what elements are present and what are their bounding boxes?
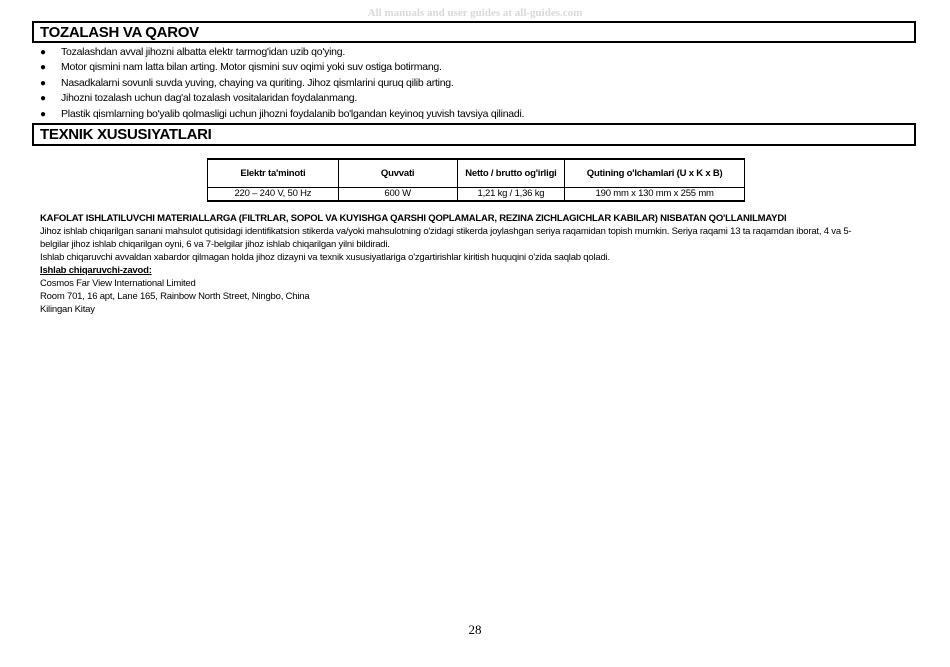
list-item: ● Nasadkalarni sovunli suvda yuving, chaying va quriting. Jihoz qismlarini quruq qilib arting.: [36, 76, 524, 91]
list-item: ● Jihozni tozalash uchun dag'al tozalash vositalaridan foydalanmang.: [36, 91, 524, 106]
manufacturer-name: Cosmos Far View International Limited: [40, 278, 196, 289]
section-title-care: TOZALASH VA QAROV: [32, 21, 916, 43]
value-power: 600 W: [338, 188, 457, 202]
care-instructions-list: [36, 45, 524, 122]
warranty-text-line: Jihoz ishlab chiqarilgan sanani mahsulot qutisidagi identifikatsion stikerda va/yoki mahsulotning o'zidagi stikerda joylashgan seriya raqamidan topish mumkin. Seriya raqami 13 ta raqamdan iborat, 4 va 5-: [40, 226, 852, 237]
watermark: All manuals and user guides at all-guides.com: [367, 7, 583, 19]
manufacturer-label: Ishlab chiqaruvchi-zavod:: [40, 265, 152, 276]
bullet-icon: ●: [40, 47, 46, 58]
list-item: ● Tozalashdan avval jihozni albatta elektr tarmog'idan uzib qo'ying.: [36, 45, 524, 60]
bullet-icon: ●: [40, 77, 46, 89]
bullet-icon: ●: [40, 93, 46, 105]
specs-table: [207, 158, 745, 202]
list-item: ● Plastik qismlarning bo'yalib qolmasligi uchun jihozni foydalanib bo'lgandan keyinoq yuvish tavsiya qilinadi.: [36, 107, 524, 122]
value-box-dimensions: 190 mm x 130 mm x 255 mm: [565, 188, 745, 202]
list-item: ● Motor qismini nam latta bilan arting. Motor qismini suv oqimi yoki suv ostiga botirmang.: [36, 60, 524, 75]
country-of-origin: Kilingan Kitay: [40, 304, 95, 315]
warranty-text-line: Ishlab chiqaruvchi avvaldan xabardor qilmagan holda jihoz dizayni va texnik xususiyatlariga o'zgartirishlar kiritish huquqini o'zida saqlab qoladi.: [40, 252, 610, 263]
header-weight: Netto / brutto og'irligi: [457, 159, 565, 188]
header-power: Quvvati: [338, 159, 457, 188]
bullet-icon: ●: [40, 62, 46, 74]
value-weight: 1,21 kg / 1,36 kg: [457, 188, 565, 202]
manufacturer-address: Room 701, 16 apt, Lane 165, Rainbow North Street, Ningbo, China: [40, 291, 310, 302]
section-title-specs: TEXNIK XUSUSIYATLARI: [32, 123, 916, 146]
header-power-supply: Elektr ta'minoti: [208, 159, 339, 188]
warranty-section: [40, 212, 900, 316]
bullet-icon: ●: [40, 108, 46, 120]
warranty-title: KAFOLAT ISHLATILUVCHI MATERIALLARGA (FILTRLAR, SOPOL VA KUYISHGA QARSHI QOPLAMALAR, REZINA ZICHLAGICHLAR KABILAR) NISBATAN QO'LLANILMAYDI: [40, 213, 787, 224]
warranty-text-line: belgilar jihoz ishlab chiqarilgan oyni, 6 va 7-belgilar jihoz ishlab chiqarilgan yilni bildiradi.: [40, 239, 390, 250]
header-box-dimensions: Qutining o'lchamlari (U x K x B): [565, 159, 745, 188]
value-power-supply: 220 – 240 V, 50 Hz: [208, 188, 339, 202]
table-row: [208, 188, 745, 202]
page-number: 28: [468, 622, 482, 637]
table-header-row: [208, 159, 745, 188]
